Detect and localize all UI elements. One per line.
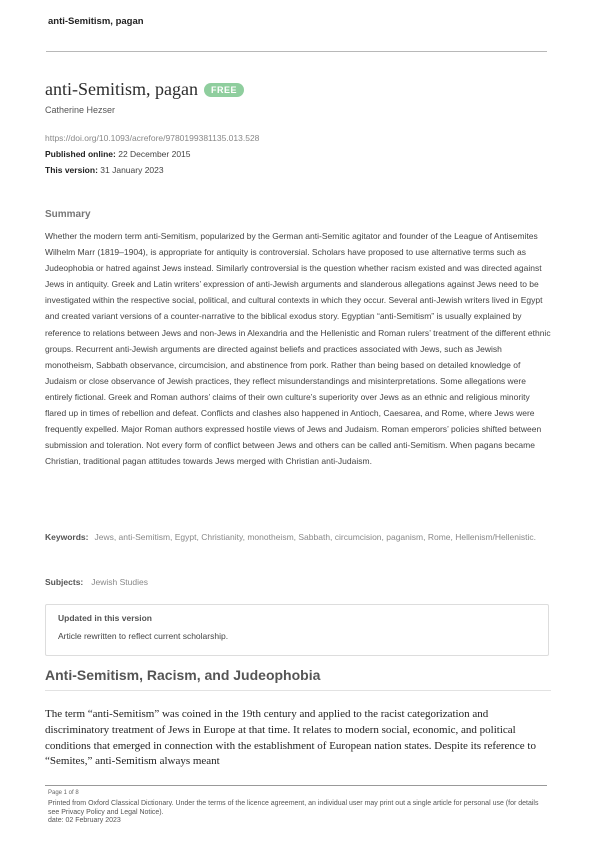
footer-date: date: 02 February 2023	[48, 817, 121, 824]
subjects	[45, 577, 148, 587]
update-notice-text: Article rewritten to reflect current scholarship.	[58, 631, 229, 641]
version-date: 31 January 2023	[100, 165, 164, 175]
keywords	[45, 529, 545, 545]
update-notice-box	[45, 604, 549, 656]
version-label: This version:	[45, 165, 98, 175]
summary-heading: Summary	[45, 209, 91, 220]
this-version	[45, 165, 164, 175]
header-divider	[46, 51, 547, 52]
footer-divider	[45, 785, 547, 786]
published-date: 22 December 2015	[118, 149, 191, 159]
article-title: anti-Semitism, pagan	[45, 79, 198, 99]
keywords-list[interactable]: Jews, anti-Semitism, Egypt, Christianity, monotheism, Sabbath, circumcision, paganism, Rome, Hellenism/Hellenistic.	[94, 532, 536, 542]
title-row	[45, 79, 244, 100]
section-heading: Anti-Semitism, Racism, and Judeophobia	[45, 667, 321, 683]
section-body-text: The term “anti-Semitism” was coined in the 19th century and applied to the racist categorization and discriminatory treatment of Jews in Europe at that time. It relates to modern social, economic, and political conditions that emerged in connection with the establishment of European nation states. Despite its reference to “Semites,” anti-Semitism always meant	[45, 708, 536, 768]
published-label: Published online:	[45, 149, 116, 159]
section-divider	[45, 690, 551, 691]
subjects-value[interactable]: Jewish Studies	[91, 577, 148, 587]
keywords-label: Keywords:	[45, 532, 89, 542]
page-number: Page 1 of 8	[48, 790, 79, 796]
subjects-label: Subjects:	[45, 577, 84, 587]
update-notice-heading: Updated in this version	[58, 613, 152, 623]
footer-licence-text: Printed from Oxford Classical Dictionary. Under the terms of the licence agreement, an individual user may print out a single article for personal use (for details see Privacy Policy and Legal Notice).	[48, 800, 539, 816]
free-badge: FREE	[204, 83, 244, 97]
published-online	[45, 149, 191, 159]
doi-link[interactable]: https://doi.org/10.1093/acrefore/9780199381135.013.528	[45, 133, 260, 143]
summary-text: Whether the modern term anti-Semitism, popularized by the German anti-Semitic agitator and founder of the League of Antisemites Wilhelm Marr (1819–1904), is appropriate for antiquity is controversial. Scholars have proposed to use alternative terms such as Judeophobia or hatred against Jews instead. Similarly controversial is the question whether racism existed and was directed against Jews in antiquity. Greek and Latin writers’ expression of anti-Jewish arguments and slanderous allegations against Jews need to be investigated within the respective social, political, and cultural contexts in which they occur. Several anti-Jewish writers lived in Egypt and created variant versions of a counter-narrative to the biblical exodus story. Egyptian “anti-Semitism” is usually explained by reference to relations between Jews and non-Jews in Alexandria and the Hellenistic and Roman rulers’ treatment of the different ethnic groups. Recurrent anti-Jewish arguments are directed against beliefs and practices associated with Jews, such as Jewish monotheism, Sabbath observance, circumcision, and abstinence from pork. Rather than being based on detailed knowledge of Judaism or close observance of Jewish practices, they reflect misunderstandings and misinterpretations. Some allegations were entirely fictional. Greek and Roman authors’ claims of their own culture’s superiority over Jews as an ethnic and religious minority flared up in times of rebellion and defeat. Conflicts and clashes also happened in Antioch, Caesarea, and Rome, where Jews were frequently expelled. Major Roman authors expressed hostile views of Jews and Judaism. Roman emperors’ policies shifted between submission and toleration. Not every form of conflict between Jews and others can be called anti-Semitism. When pagans became Christian, traditional pagan attitudes towards Jews merged with Christian anti-Judaism.	[45, 231, 551, 467]
footer-notice	[48, 800, 548, 826]
running-head: anti-Semitism, pagan	[48, 16, 144, 27]
author-link[interactable]: Catherine Hezser	[45, 105, 116, 115]
